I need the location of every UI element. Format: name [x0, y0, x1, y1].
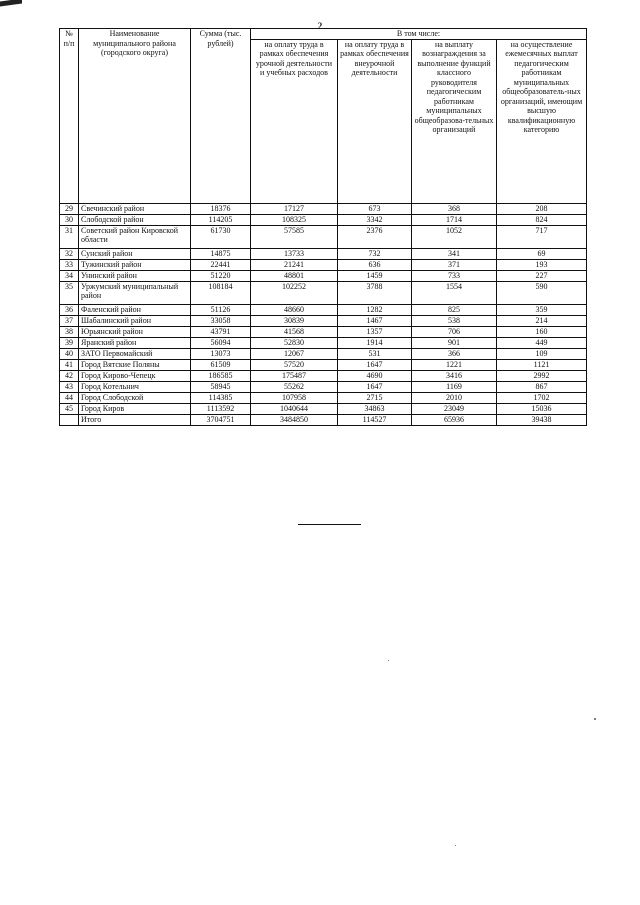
row-name: Советский район Кировской области: [79, 225, 191, 248]
row-num: 31: [60, 225, 79, 248]
row-num: 34: [60, 270, 79, 281]
row-c4: 590: [497, 281, 587, 304]
table-row: [60, 248, 587, 259]
total-c1: 3484850: [251, 414, 338, 425]
scan-speck: [388, 660, 389, 661]
row-c3: 1221: [412, 359, 497, 370]
row-c3: 23049: [412, 403, 497, 414]
row-c2: 34863: [338, 403, 412, 414]
row-c3: 1052: [412, 225, 497, 248]
row-sum: 22441: [191, 259, 251, 270]
row-c3: 2010: [412, 392, 497, 403]
table-row: [60, 214, 587, 225]
row-c1: 55262: [251, 381, 338, 392]
row-sum: 13073: [191, 348, 251, 359]
row-c3: 341: [412, 248, 497, 259]
header-sub-4: на осуществление ежемесячных выплат педагогическим работникам муниципальных общеобразователь-ных организаций, имеющим высшую квалификационную категорию: [497, 39, 587, 203]
page-number: 2: [317, 21, 323, 31]
row-c2: 1647: [338, 381, 412, 392]
row-c1: 57585: [251, 225, 338, 248]
table-row: [60, 326, 587, 337]
row-c4: 193: [497, 259, 587, 270]
row-name: Город Киров: [79, 403, 191, 414]
row-sum: 18376: [191, 203, 251, 214]
total-c4: 39438: [497, 414, 587, 425]
row-name: Уржумский муниципальный район: [79, 281, 191, 304]
row-name: Город Слободской: [79, 392, 191, 403]
row-sum: 33058: [191, 315, 251, 326]
row-num: 41: [60, 359, 79, 370]
row-sum: 61730: [191, 225, 251, 248]
row-c2: 732: [338, 248, 412, 259]
row-num: 44: [60, 392, 79, 403]
row-c1: 13733: [251, 248, 338, 259]
row-c4: 2992: [497, 370, 587, 381]
header-num: № п/п: [60, 29, 79, 204]
header-group: В том числе:: [251, 29, 587, 40]
total-c3: 65936: [412, 414, 497, 425]
row-c2: 1459: [338, 270, 412, 281]
row-c3: 1169: [412, 381, 497, 392]
row-name: Город Котельнич: [79, 381, 191, 392]
row-c1: 48660: [251, 304, 338, 315]
row-num: 42: [60, 370, 79, 381]
table-row: [60, 392, 587, 403]
row-name: Яранский район: [79, 337, 191, 348]
row-c1: 102252: [251, 281, 338, 304]
row-sum: 108184: [191, 281, 251, 304]
row-sum: 14875: [191, 248, 251, 259]
row-sum: 56094: [191, 337, 251, 348]
total-c2: 114527: [338, 414, 412, 425]
row-sum: 51126: [191, 304, 251, 315]
row-c3: 733: [412, 270, 497, 281]
table-row: [60, 304, 587, 315]
row-c1: 17127: [251, 203, 338, 214]
table-row: [60, 370, 587, 381]
row-c4: 449: [497, 337, 587, 348]
row-sum: 51220: [191, 270, 251, 281]
row-num: 32: [60, 248, 79, 259]
row-c1: 1040644: [251, 403, 338, 414]
row-name: Сунский район: [79, 248, 191, 259]
row-name: Фаленский район: [79, 304, 191, 315]
row-c1: 107958: [251, 392, 338, 403]
row-sum: 58945: [191, 381, 251, 392]
row-num: 38: [60, 326, 79, 337]
row-c2: 4690: [338, 370, 412, 381]
row-c3: 825: [412, 304, 497, 315]
table-row: [60, 281, 587, 304]
row-name: Унинский район: [79, 270, 191, 281]
table-row: [60, 403, 587, 414]
row-c2: 3342: [338, 214, 412, 225]
budget-table: [59, 28, 587, 426]
row-name: Город Кирово-Чепецк: [79, 370, 191, 381]
row-c2: 2715: [338, 392, 412, 403]
separator-line: [298, 524, 361, 525]
row-c2: 1357: [338, 326, 412, 337]
row-c1: 108325: [251, 214, 338, 225]
row-c3: 3416: [412, 370, 497, 381]
row-c2: 2376: [338, 225, 412, 248]
scan-speck: [455, 845, 456, 846]
row-num: 40: [60, 348, 79, 359]
row-c4: 227: [497, 270, 587, 281]
total-label: Итого: [79, 414, 191, 425]
header-sum: Сумма (тыс. рублей): [191, 29, 251, 204]
row-sum: 114385: [191, 392, 251, 403]
table-row: [60, 348, 587, 359]
row-c3: 368: [412, 203, 497, 214]
row-c4: 69: [497, 248, 587, 259]
row-name: Шабалинский район: [79, 315, 191, 326]
row-c2: 1914: [338, 337, 412, 348]
table-row: [60, 381, 587, 392]
row-c4: 214: [497, 315, 587, 326]
row-c4: 717: [497, 225, 587, 248]
row-c4: 1121: [497, 359, 587, 370]
row-name: Тужинский район: [79, 259, 191, 270]
total-num: [60, 414, 79, 425]
row-name: Юрьянский район: [79, 326, 191, 337]
table-row: [60, 359, 587, 370]
row-c1: 41568: [251, 326, 338, 337]
row-c4: 15036: [497, 403, 587, 414]
row-c4: 824: [497, 214, 587, 225]
scan-speck: [594, 718, 596, 720]
row-c2: 1647: [338, 359, 412, 370]
row-c1: 30839: [251, 315, 338, 326]
row-c2: 531: [338, 348, 412, 359]
row-c3: 901: [412, 337, 497, 348]
row-c1: 21241: [251, 259, 338, 270]
row-num: 35: [60, 281, 79, 304]
total-row: [60, 414, 587, 425]
row-c3: 1714: [412, 214, 497, 225]
row-c2: 673: [338, 203, 412, 214]
row-num: 33: [60, 259, 79, 270]
header-sub-2: на оплату труда в рамках обеспечения внеурочной деятельности: [338, 39, 412, 203]
row-c3: 538: [412, 315, 497, 326]
table-row: [60, 315, 587, 326]
table-row: [60, 270, 587, 281]
row-num: 43: [60, 381, 79, 392]
row-num: 29: [60, 203, 79, 214]
row-c1: 48801: [251, 270, 338, 281]
row-c2: 3788: [338, 281, 412, 304]
row-sum: 43791: [191, 326, 251, 337]
scan-artifact: [0, 0, 22, 7]
row-sum: 186585: [191, 370, 251, 381]
header-name: Наименование муниципального района (городского округа): [79, 29, 191, 204]
table-row: [60, 259, 587, 270]
row-c4: 160: [497, 326, 587, 337]
row-num: 39: [60, 337, 79, 348]
row-c2: 636: [338, 259, 412, 270]
row-num: 36: [60, 304, 79, 315]
row-c4: 359: [497, 304, 587, 315]
row-sum: 61509: [191, 359, 251, 370]
row-name: ЗАТО Первомайский: [79, 348, 191, 359]
row-c1: 57520: [251, 359, 338, 370]
row-num: 45: [60, 403, 79, 414]
row-c3: 366: [412, 348, 497, 359]
row-name: Город Вятские Поляны: [79, 359, 191, 370]
row-num: 30: [60, 214, 79, 225]
row-c4: 867: [497, 381, 587, 392]
row-c3: 1554: [412, 281, 497, 304]
row-sum: 1113592: [191, 403, 251, 414]
row-name: Свечинский район: [79, 203, 191, 214]
row-c3: 371: [412, 259, 497, 270]
table-row: [60, 203, 587, 214]
row-c1: 52830: [251, 337, 338, 348]
row-c3: 706: [412, 326, 497, 337]
row-c1: 175487: [251, 370, 338, 381]
row-c1: 12067: [251, 348, 338, 359]
header-sub-1: на оплату труда в рамках обеспечения урочной деятельности и учебных расходов: [251, 39, 338, 203]
row-c4: 1702: [497, 392, 587, 403]
row-c2: 1467: [338, 315, 412, 326]
row-sum: 114205: [191, 214, 251, 225]
row-c2: 1282: [338, 304, 412, 315]
table-row: [60, 337, 587, 348]
header-sub-3: на выплату вознаграждения за выполнение функций классного руководителя педагогическим работникам муниципальных общеобразова-тельных организаций: [412, 39, 497, 203]
row-name: Слободской район: [79, 214, 191, 225]
total-sum: 3704751: [191, 414, 251, 425]
row-c4: 109: [497, 348, 587, 359]
row-c4: 208: [497, 203, 587, 214]
row-num: 37: [60, 315, 79, 326]
table-row: [60, 225, 587, 248]
